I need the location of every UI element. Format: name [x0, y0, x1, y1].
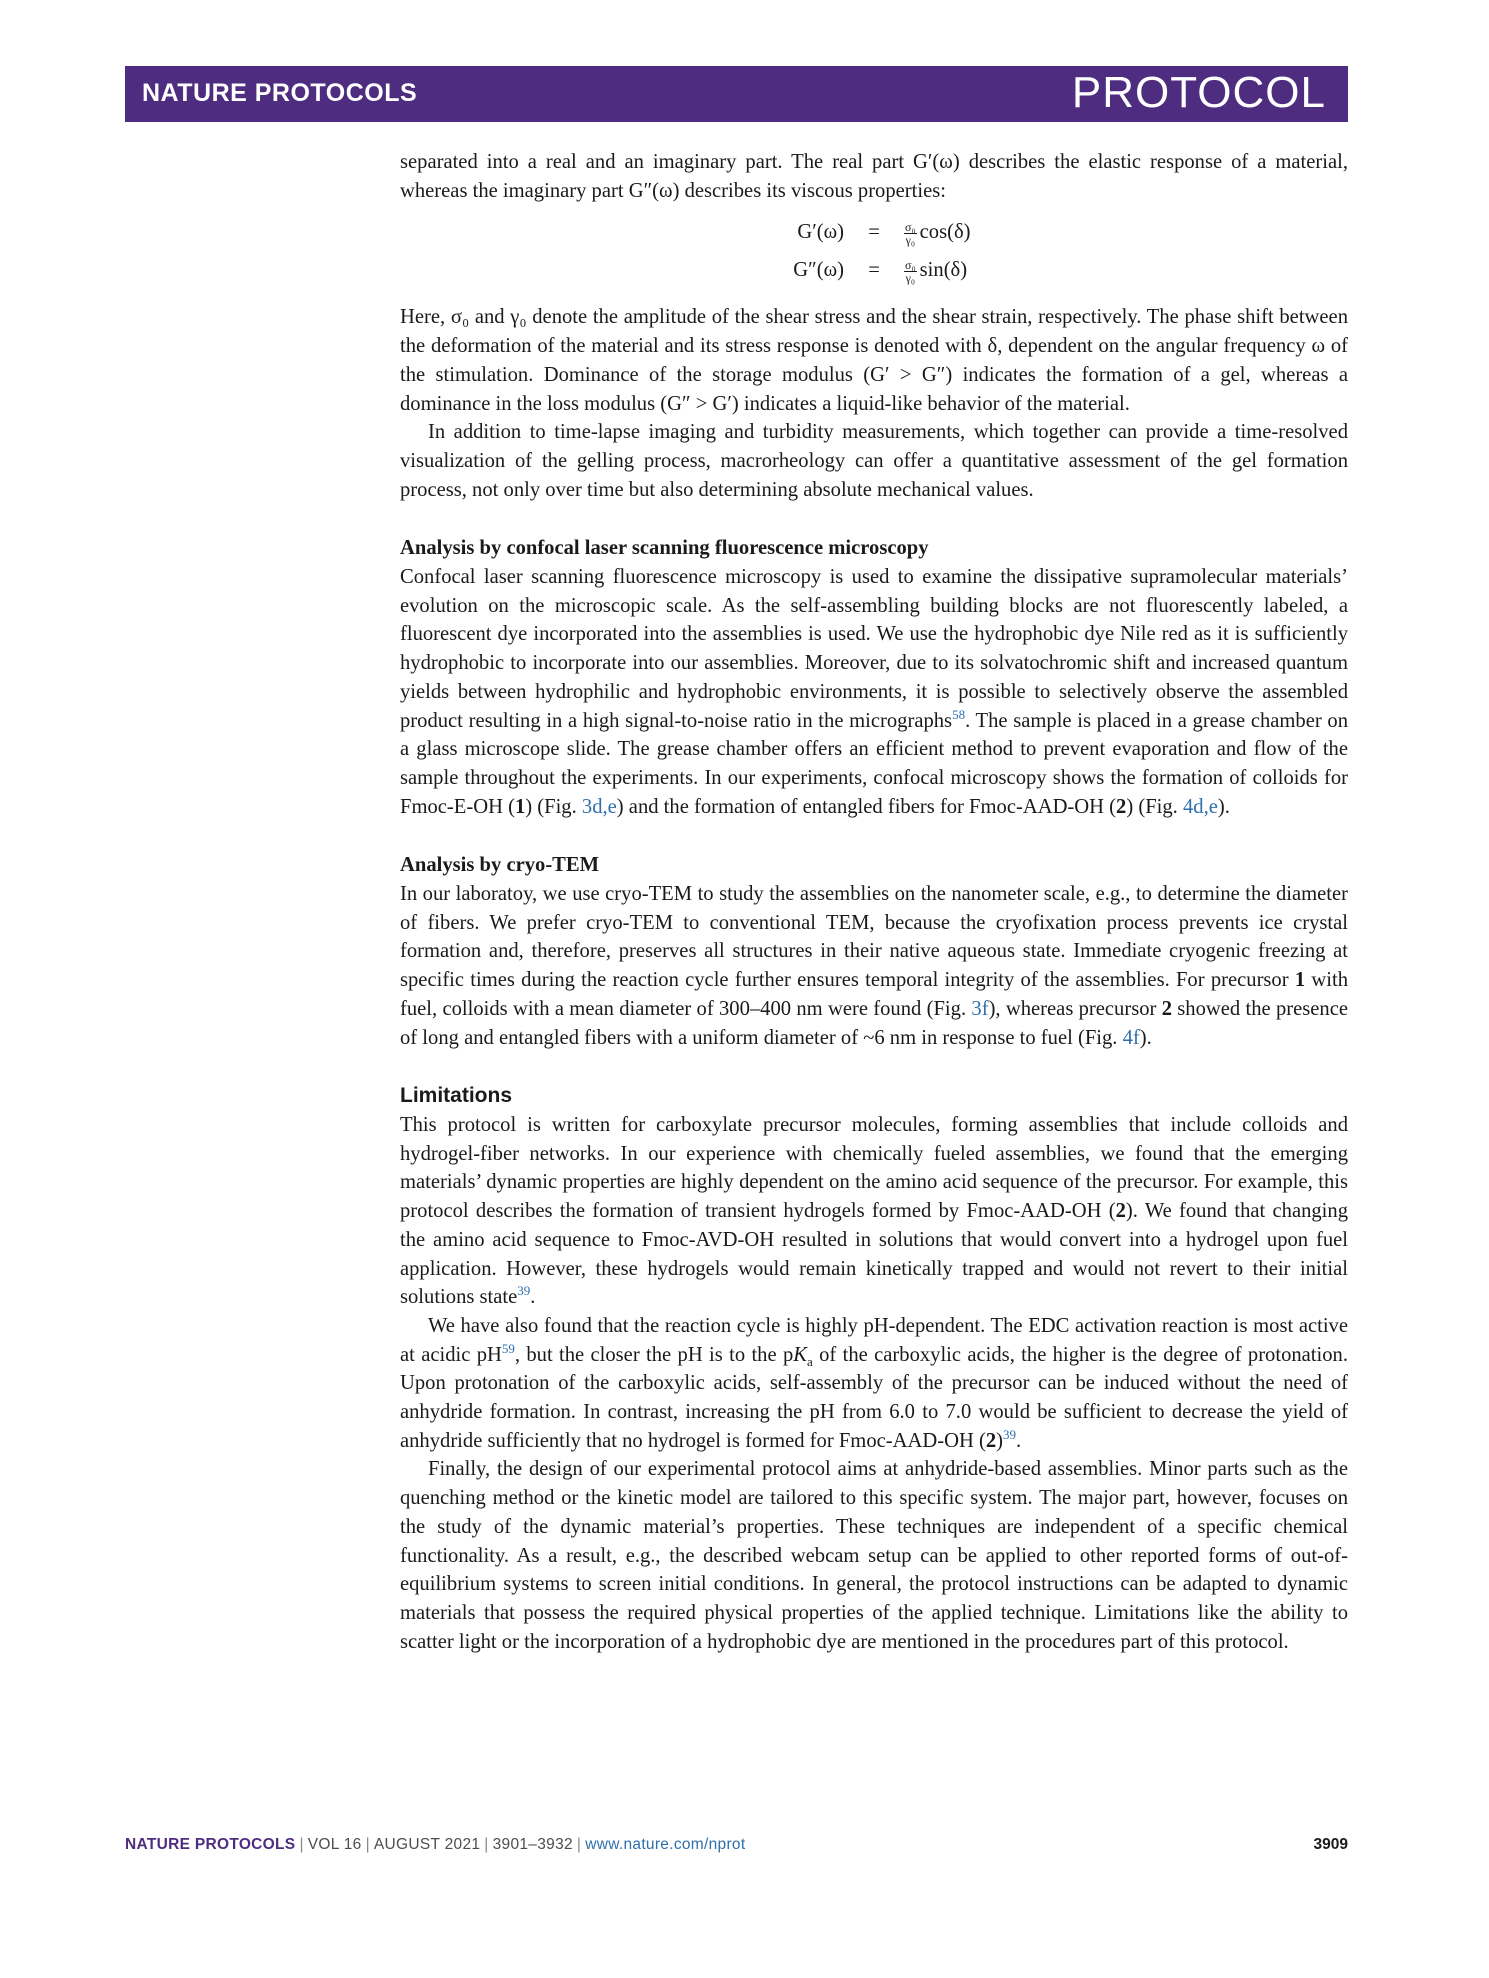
equation-1-lhs: G′(ω) [797, 221, 844, 244]
equation-2-lhs: G″(ω) [793, 259, 844, 282]
citation-58[interactable]: 58 [952, 706, 966, 722]
heading-limitations: Limitations [400, 1084, 513, 1108]
citation-39[interactable]: 39 [1003, 1426, 1016, 1442]
paragraph-limitations-3: Finally, the design of our experimental protocol aims at anhydride-based assemblies. Minor parts such as the quenching method or the kinetic model are tailored to this specific system. The major part, however, focuses on the study of the dynamic material’s properties. These techniques are independent of a specific chemical functionality. As a result, e.g., the described webcam setup can be applied to other reported forms of out-of-equilibrium systems to screen initial conditions. In general, the protocol instructions can be adapted to dynamic materials that possess the required physical properties of the applied technique. Limitations like the ability to scatter light or the incorporation of a hydrophobic dye are mentioned in the procedures part of this protocol. [400, 1458, 1348, 1653]
paragraph-cryo-tem: In our laboratoy, we use cryo-TEM to study the assemblies on the nanometer scale, e.g., to determine the diameter of fibers. We prefer cryo-TEM to conventional TEM, because the cryofixation process prevents ice crystal formation and, therefore, preserves all structures in their native aqueous state. Immediate cryogenic freezing at specific times during the reaction cycle further ensures temporal integrity of the assemblies. For precursor 1 with fuel, colloids with a mean diameter of 300–400 nm were found (Fig. 3f), whereas precursor 2 showed the presence of long and entangled fibers with a uniform diameter of ~6 nm in response to fuel (Fig. 4f). [400, 883, 1348, 1049]
equation-2-fraction: $\frac{\text{σ₀}}{\text{γ₀}}$ [905, 258, 916, 286]
footer-pages: 3901–3932 [492, 1836, 573, 1853]
footer-citation: NATURE PROTOCOLS | VOL 16 | AUGUST 2021 | 3901–3932 | www.nature.com/nprot [125, 1836, 746, 1853]
page-number: 3909 [1313, 1836, 1348, 1853]
paragraph-limitations-2: We have also found that the reaction cycle is highly pH-dependent. The EDC activation reaction is most active at acidic pH$^{59}$, but the closer the pH is to the $pK_a$ of the carboxylic acids, the higher is the degree of protonation. Upon protonation of the carboxylic acids, self-assembly of the precursor can be induced without the need of anhydride formation. In contrast, increasing the pH from 6.0 to 7.0 would be sufficient to decrease the yield of anhydride sufficiently that no hydrogel is formed for Fmoc-AAD-OH (2)$^{39}$. [400, 1314, 1348, 1452]
equation-2-relation: = [868, 259, 880, 282]
paragraph-macrorheology: In addition to time-lapse imaging and turbidity measurements, which together can provide a time-resolved visualization of the gelling process, macrorheology can offer a quantitative assessment of the gel formation process, not only over time but also determining absolute mechanical values. [400, 421, 1348, 501]
paragraph-moduli-explanation: Here, σ₀ and γ₀ denote the amplitude of the shear stress and the shear strain, respectively. The phase shift between the deformation of the material and its stress response is denoted with δ, dependent on the angular frequency ω of the stimulation. Dominance of the storage modulus (G′ > G″) indicates the formation of a gel, whereas a dominance in the loss modulus (G″ > G′) indicates a liquid-like behavior of the material. [400, 306, 1348, 415]
citation-39[interactable]: 39 [517, 1283, 531, 1299]
citation-59[interactable]: 59 [501, 1340, 515, 1356]
figure-link-4de[interactable]: 4d,e [1182, 795, 1218, 818]
equation-1-relation: = [868, 221, 880, 244]
figure-link-3f[interactable]: 3f [971, 997, 989, 1020]
footer-url-link[interactable]: www.nature.com/nprot [585, 1836, 746, 1853]
equation-1-fraction: $\frac{\text{σ₀}}{\text{γ₀}}$ [905, 220, 916, 248]
journal-header-bar [125, 66, 1348, 122]
figure-link-4f[interactable]: 4f [1122, 1026, 1140, 1049]
footer-date: AUGUST 2021 [373, 1836, 481, 1853]
figure-link-3de[interactable]: 3d,e [581, 795, 617, 818]
equation-2-rhs: $\frac{\text{σ₀}}{\text{γ₀}}$ sin(δ) [905, 258, 968, 286]
heading-confocal: Analysis by confocal laser scanning fluorescence microscopy [400, 537, 929, 560]
heading-cryo-tem: Analysis by cryo-TEM [400, 854, 600, 877]
journal-name: NATURE PROTOCOLS [142, 79, 418, 107]
paragraph-moduli-intro: separated into a real and an imaginary part. The real part G′(ω) describes the elastic response of a material, whereas the imaginary part G″(ω) describes its viscous properties: [400, 151, 1348, 202]
article-type: PROTOCOL [1071, 68, 1326, 117]
article-body [400, 148, 1348, 1656]
footer-journal: NATURE PROTOCOLS [125, 1836, 296, 1853]
equation-1-rhs: $\frac{\text{σ₀}}{\text{γ₀}}$ cos(δ) [905, 220, 971, 248]
footer-volume: VOL 16 [307, 1836, 362, 1853]
moduli-equations [400, 213, 1348, 289]
paragraph-confocal: Confocal laser scanning fluorescence microscopy is used to examine the dissipative supramolecular materials’ evolution on the microscopic scale. As the self-assembling building blocks are not fluorescently labeled, a fluorescent dye incorporated into the assemblies is used. We use the hydrophobic dye Nile red as it is sufficiently hydrophobic to incorporate into our assemblies. Moreover, due to its solvatochromic shift and increased quantum yields between hydrophilic and hydrophobic environments, it is possible to selectively observe the assembled product resulting in a high signal-to-noise ratio in the micrographs$^{58}$. The sample is placed in a grease chamber on a glass microscope slide. The grease chamber offers an efficient method to prevent evaporation and flow of the sample throughout the experiments. In our experiments, confocal microscopy shows the formation of colloids for Fmoc-E-OH (1) (Fig. 3d,e) and the formation of entangled fibers for Fmoc-AAD-OH (2) (Fig. 4d,e). [400, 566, 1348, 818]
paragraph-limitations-1: This protocol is written for carboxylate precursor molecules, forming assemblies that include colloids and hydrogel-fiber networks. In our experience with chemically fueled assemblies, we found that the emerging materials’ dynamic properties are highly dependent on the amino acid sequence of the precursor. For example, this protocol describes the formation of transient hydrogels formed by Fmoc-AAD-OH (2). We found that changing the amino acid sequence to Fmoc-AVD-OH resulted in solutions that would convert into a hydrogel upon fuel application. However, these hydrogels would remain kinetically trapped and would not revert to their initial solutions state$^{39}$. [400, 1113, 1348, 1309]
page-footer [125, 1836, 1348, 1860]
